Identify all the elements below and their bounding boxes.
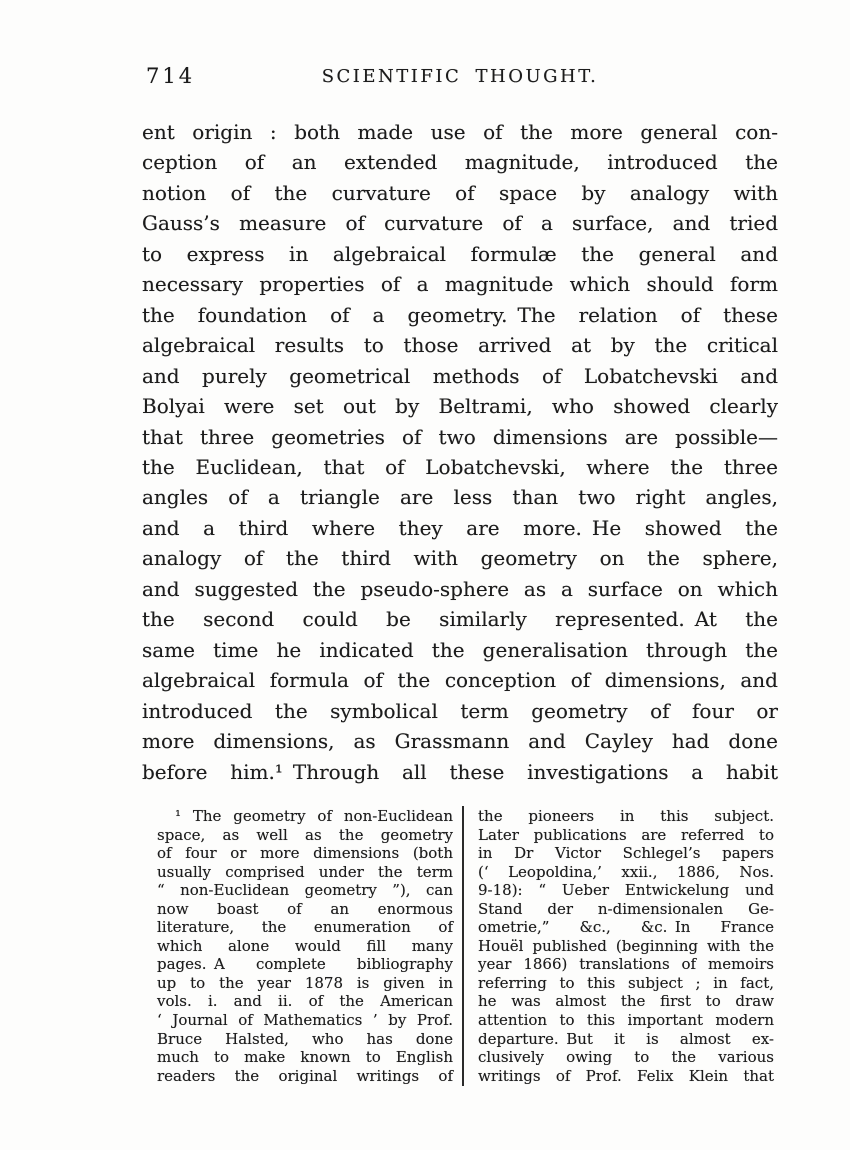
text-line: same time he indicated the generalisation through the [142, 637, 778, 662]
text-line: ometrie,” &c., &c. In France [478, 918, 774, 937]
text-line: pages. A complete bibliography [157, 955, 453, 974]
text-line: Bolyai were set out by Beltrami, who showed clearly [142, 394, 778, 419]
text-line: “ non-Euclidean geometry ”), can [157, 881, 453, 900]
text-line: that three geometries of two dimensions are possible— [142, 424, 778, 449]
text-line: he was almost the first to draw [478, 992, 774, 1011]
text-line: of four or more dimensions (both [157, 844, 453, 863]
text-line: and purely geometrical methods of Lobatchevski and [142, 363, 778, 388]
text-line: algebraical results to those arrived at by the critical [142, 333, 778, 358]
text-line: year 1866) translations of memoirs [478, 955, 774, 974]
text-line: vols. i. and ii. of the American [157, 992, 453, 1011]
text-line: Houël published (beginning with the [478, 936, 774, 955]
text-line: algebraical formula of the conception of dimensions, and [142, 668, 778, 693]
text-line: writings of Prof. Felix Klein that [478, 1066, 774, 1085]
text-line: and suggested the pseudo-sphere as a surface on which [142, 576, 778, 601]
text-line: attention to this important modern [478, 1011, 774, 1030]
text-line: Stand der n-dimensionalen Ge- [478, 899, 774, 918]
text-line: ent origin : both made use of the more general con- [142, 120, 778, 144]
text-line: in Dr Victor Schlegel’s papers [478, 844, 774, 863]
text-line: the foundation of a geometry. The relation of these [142, 302, 778, 327]
text-line: ‘ Journal of Mathematics ’ by Prof. [157, 1011, 453, 1030]
text-line: clusively owing to the various [478, 1048, 774, 1067]
text-line: ¹ The geometry of non-Euclidean [175, 807, 453, 825]
text-line: departure. But it is almost ex- [478, 1029, 774, 1048]
text-line: space, as well as the geometry [157, 825, 453, 844]
text-line: the second could be similarly represented. At the [142, 607, 778, 632]
text-line: notion of the curvature of space by analogy with [142, 180, 778, 205]
text-line: the pioneers in this subject. [478, 807, 774, 825]
text-line: much to make known to English [157, 1048, 453, 1067]
text-line: Bruce Halsted, who has done [157, 1029, 453, 1048]
footnote-left-column [157, 807, 453, 1085]
text-line: up to the year 1878 is given in [157, 973, 453, 992]
text-line: analogy of the third with geometry on the sphere, [142, 546, 778, 571]
page-header [142, 64, 778, 92]
text-line: referring to this subject ; in fact, [478, 973, 774, 992]
text-line: ception of an extended magnitude, introduced the [142, 150, 778, 175]
footnote-column-divider [462, 806, 464, 1086]
text-line: more dimensions, as Grassmann and Cayley had done [142, 729, 778, 754]
page-number: 714 [146, 64, 196, 88]
running-title: SCIENTIFIC THOUGHT. [321, 66, 599, 87]
text-line: literature, the enumeration of [157, 918, 453, 937]
text-line: Gauss’s measure of curvature of a surface, and tried [142, 211, 778, 236]
text-line: and a third where they are more. He showed the [142, 515, 778, 540]
text-line: necessary properties of a magnitude which should form [142, 272, 778, 297]
text-line: angles of a triangle are less than two right angles, [142, 485, 778, 510]
text-line: (‘ Leopoldina,’ xxii., 1886, Nos. [478, 862, 774, 881]
text-line: which alone would fill many [157, 936, 453, 955]
text-line: now boast of an enormous [157, 899, 453, 918]
text-line: usually comprised under the term [157, 862, 453, 881]
text-line: Later publications are referred to [478, 825, 774, 844]
text-line: introduced the symbolical term geometry of four or [142, 698, 778, 723]
footnote-right-column [478, 807, 774, 1085]
text-line: before him.¹ Through all these investigations a habit [142, 759, 778, 784]
text-line: readers the original writings of [157, 1066, 453, 1085]
text-line: 9-18): “ Ueber Entwickelung und [478, 881, 774, 900]
text-line: the Euclidean, that of Lobatchevski, where the three [142, 454, 778, 479]
text-line: to express in algebraical formulæ the general and [142, 241, 778, 266]
main-text-block [142, 117, 778, 787]
